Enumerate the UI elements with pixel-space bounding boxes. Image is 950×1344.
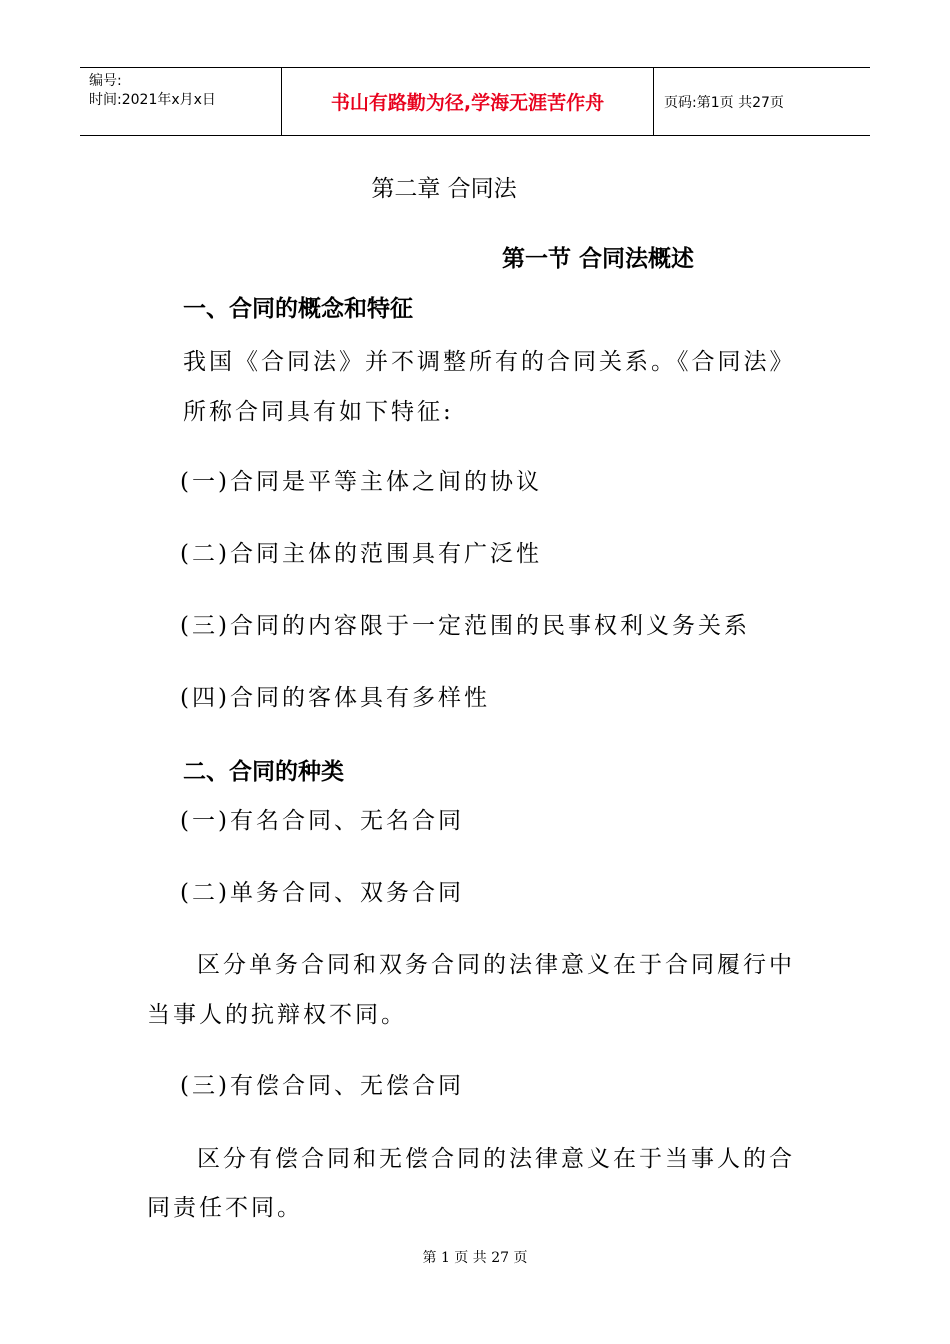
type-item: (三)有偿合同、无偿合同 <box>180 1073 464 1099</box>
paragraph-2-line-1: 区分有偿合同和无偿合同的法律意义在于当事人的合 <box>197 1146 795 1172</box>
intro-line-1: 我国《合同法》并不调整所有的合同关系。《合同法》 <box>183 349 796 375</box>
section-title: 第一节 合同法概述 <box>502 246 695 272</box>
header-page-info: 页码:第1页 共27页 <box>664 94 784 111</box>
header-number-label: 编号: <box>89 73 122 89</box>
header-time-label: 时间:2021年x月x日 <box>89 92 216 108</box>
type-item: (一)有名合同、无名合同 <box>180 808 464 834</box>
paragraph-1-line-1: 区分单务合同和双务合同的法律意义在于合同履行中 <box>197 952 795 978</box>
header-meta-cell <box>80 68 282 135</box>
paragraph-1-line-2: 当事人的抗辩权不同。 <box>147 1002 407 1028</box>
type-item: (二)单务合同、双务合同 <box>180 880 464 906</box>
heading-concept-features: 一、合同的概念和特征 <box>183 296 413 322</box>
feature-item: (一)合同是平等主体之间的协议 <box>180 469 542 495</box>
intro-line-2: 所称合同具有如下特征: <box>183 399 454 425</box>
page-footer: 第 1 页 共 27 页 <box>422 1250 528 1266</box>
paragraph-2-line-2: 同责任不同。 <box>147 1195 303 1221</box>
feature-item: (二)合同主体的范围具有广泛性 <box>180 541 542 567</box>
chapter-title: 第二章 合同法 <box>371 176 517 202</box>
header-motto: 书山有路勤为径,学海无涯苦作舟 <box>282 68 654 135</box>
feature-item: (四)合同的客体具有多样性 <box>180 685 490 711</box>
document-header <box>80 67 870 136</box>
heading-contract-types: 二、合同的种类 <box>183 759 344 785</box>
feature-item: (三)合同的内容限于一定范围的民事权利义务关系 <box>180 613 750 639</box>
